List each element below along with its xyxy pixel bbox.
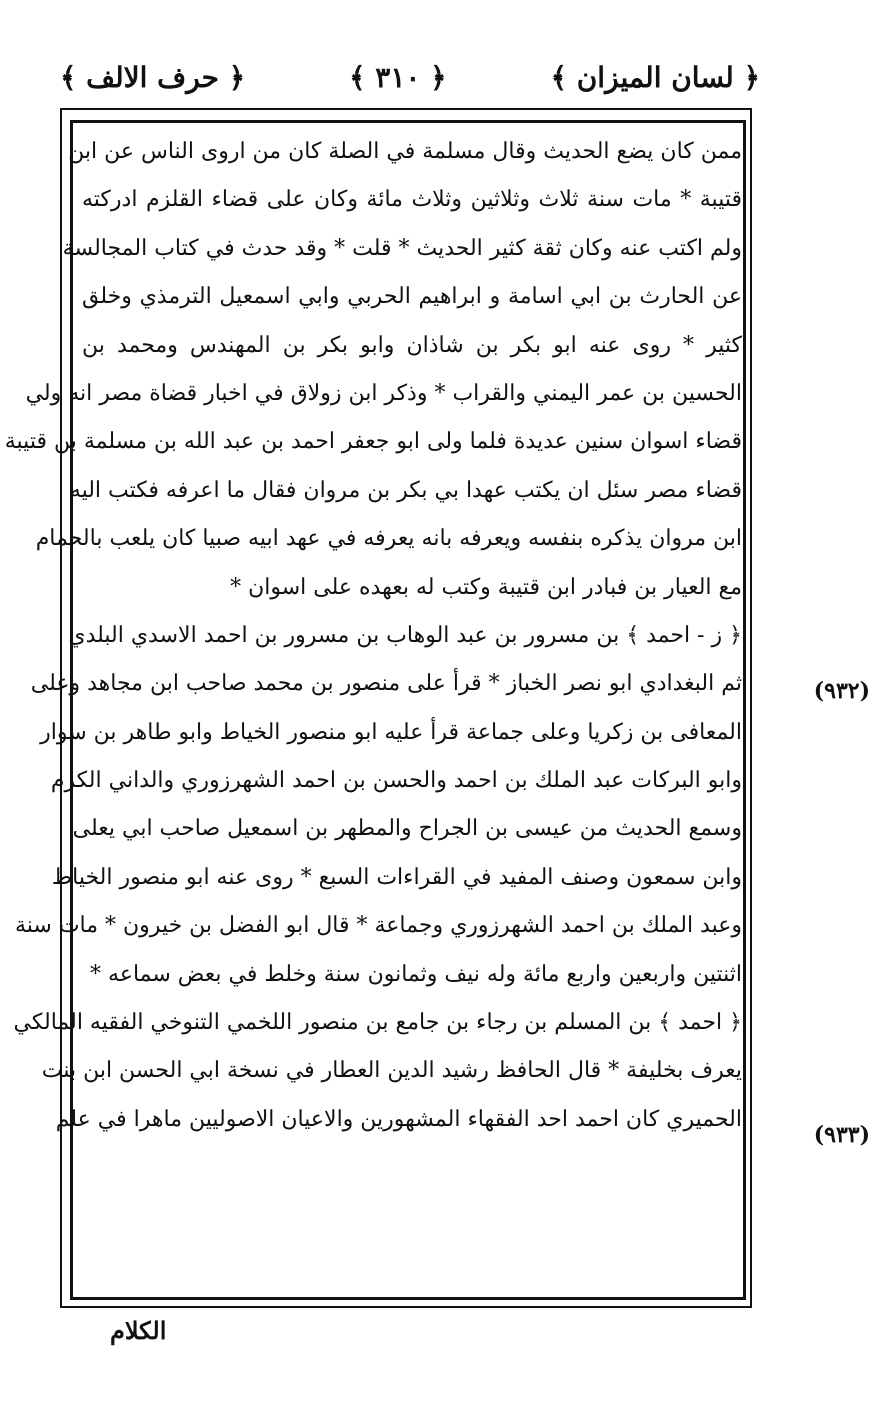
text-line: عن الحارث بن ابي اسامة و ابراهيم الحربي وابي اسمعيل الترمذي وخلق [82, 284, 742, 310]
text-line: وابو البركات عبد الملك بن احمد والحسن بن احمد الشهرزوري والداني الكرم [50, 768, 742, 794]
text-line: ابن مروان يذكره بنفسه ويعرفه بانه يعرفه في عهد ابيه صبيا كان يلعب بالحمام [35, 526, 742, 552]
text-line: ولم اكتب عنه وكان ثقة كثير الحديث * قلت * وقد حدث في كتاب المجالسة [62, 235, 742, 261]
text-line: كثير * روى عنه ابو بكر بن شاذان وابو بكر بن المهندس ومحمد بن [82, 332, 742, 358]
text-line: قضاء مصر سئل ان يكتب عهدا بي بكر بن مروان فقال ما اعرفه فكتب اليه [69, 477, 742, 503]
entry-first-line: ﴿ احمد ﴾ بن المسلم بن رجاء بن جامع بن منصور اللخمي التنوخي الفقيه المالكي [13, 1010, 742, 1036]
entry-first-line: ﴿ ز - احمد ﴾ بن مسرور بن عبد الوهاب بن مسرور بن احمد الاسدي البلدي [68, 622, 742, 648]
page-header [60, 50, 760, 104]
text-line: قضاء اسوان سنين عديدة فلما ولى ابو جعفر احمد بن عبد الله بن مسلمة بن قتيبة [4, 429, 742, 455]
entry-number-932: (٩٣٢) [813, 678, 870, 704]
text-line: وسمع الحديث من عيسى بن الجراح والمطهر بن اسمعيل صاحب ابي يعلى [72, 816, 742, 842]
text-line: مع العيار بن فبادر ابن قتيبة وكتب له بعهده على اسوان * [230, 574, 742, 600]
text-line: يعرف بخليفة * قال الحافظ رشيد الدين العطار في نسخة ابي الحسن ابن بنت [41, 1058, 742, 1084]
page-body [4, 128, 742, 1296]
entry-number-933: (٩٣٣) [813, 1122, 870, 1148]
text-line: وعبد الملك بن احمد الشهرزوري وجماعة * قال ابو الفضل بن خيرون * مات سنة [14, 913, 742, 939]
text-line: ثم البغدادي ابو نصر الخباز * قرأ على منصور بن محمد صاحب ابن مجاهد وعلى [30, 671, 742, 697]
section-title: ﴿ حرف الالف ﴾ [60, 60, 246, 94]
catchword: الكلام [110, 1316, 167, 1345]
book-title: ﴿ لسان الميزان ﴾ [550, 60, 760, 94]
text-line: الحسين بن عمر اليمني والقراب * وذكر ابن زولاق في اخبار قضاة مصر انه ولي [25, 380, 742, 406]
text-line: ممن كان يضع الحديث وقال مسلمة في الصلة كان من اروى الناس عن ابن [68, 139, 742, 164]
text-line: الحميري كان احمد احد الفقهاء المشهورين والاعيان الاصوليين ماهرا في علم [55, 1106, 742, 1132]
text-line: اثنتين واربعين واربع مائة وله نيف وثمانون سنة وخلط في بعض سماعه * [90, 961, 742, 987]
page-number: ﴿ ٣١٠ ﴾ [349, 60, 447, 94]
text-line: المعافى بن زكريا وعلى جماعة قرأ عليه ابو منصور الخياط وابو طاهر بن سوار [40, 719, 742, 745]
text-line: وابن سمعون وصنف المفيد في القراءات السبع * روى عنه ابو منصور الخياط [51, 864, 742, 890]
text-line: قتيبة * مات سنة ثلاث وثلاثين وثلاث مائة وكان على قضاء القلزم ادركته [82, 187, 742, 213]
